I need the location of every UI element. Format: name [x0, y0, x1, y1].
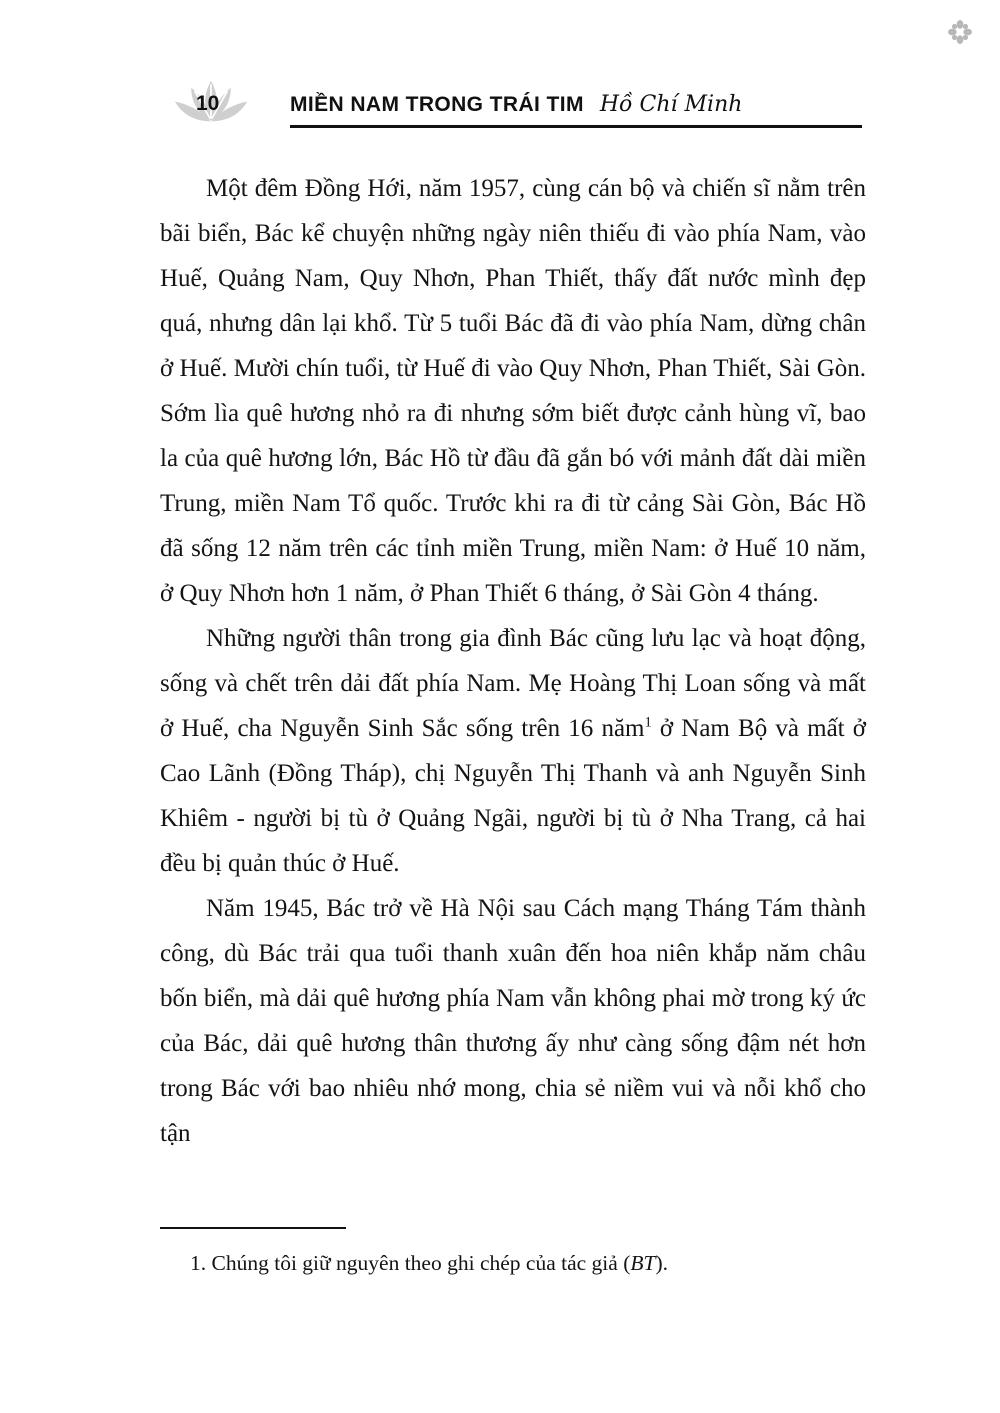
paragraph-2-text: Những người thân trong gia đình Bác cũng lưu lạc và hoạt động, sống và chết trên dải đất phía Nam. Mẹ Hoàng Thị Loan sống và mất ở Huế, cha Nguyễn Sinh Sắc sống trên 16 năm: [160, 625, 866, 742]
paragraph-2: [160, 616, 866, 886]
paragraph-2-text-cont: ở Nam Bộ và mất ở Cao Lãnh (Đồng Tháp), chị Nguyễn Thị Thanh và anh Nguyễn Sinh Khiêm - người bị tù ở Quảng Ngãi, người bị tù ở Nha Trang, cả hai đều bị quản thúc ở Huế.: [160, 715, 866, 877]
body-text: [160, 166, 866, 1156]
footnote-suffix: ).: [655, 1251, 668, 1275]
header-rule: [290, 125, 862, 128]
footnote-italic: BT: [630, 1251, 656, 1275]
paragraph-1: Một đêm Đồng Hới, năm 1957, cùng cán bộ và chiến sĩ nằm trên bãi biển, Bác kể chuyện những ngày niên thiếu đi vào phía Nam, vào Huế, Quảng Nam, Quy Nhơn, Phan Thiết, thấy đất nước mình đẹp quá, nhưng dân lại khổ. Từ 5 tuổi Bác đã đi vào phía Nam, dừng chân ở Huế. Mười chín tuổi, từ Huế đi vào Quy Nhơn, Phan Thiết, Sài Gòn. Sớm lìa quê hương nhỏ ra đi nhưng sớm biết được cảnh hùng vĩ, bao la của quê hương lớn, Bác Hồ từ đầu đã gắn bó với mảnh đất dài miền Trung, miền Nam Tổ quốc. Trước khi ra đi từ cảng Sài Gòn, Bác Hồ đã sống 12 năm trên các tỉnh miền Trung, miền Nam: ở Huế 10 năm, ở Quy Nhơn hơn 1 năm, ở Phan Thiết 6 tháng, ở Sài Gòn 4 tháng.: [160, 175, 866, 607]
running-title: [290, 92, 742, 117]
corner-flower-icon: [948, 20, 972, 44]
running-title-script: Hồ Chí Minh: [599, 92, 743, 117]
page-number: 10: [196, 92, 220, 115]
footnote-reference-mark: 1: [644, 714, 652, 731]
footnote: [160, 1248, 866, 1278]
footnote-text: 1. Chúng tôi giữ nguyên theo ghi chép của tác giả (: [190, 1251, 631, 1275]
footnote-rule: [160, 1227, 346, 1229]
paragraph-3: Năm 1945, Bác trở về Hà Nội sau Cách mạng Tháng Tám thành công, dù Bác trải qua tuổi thanh xuân đến hoa niên khắp năm châu bốn biển, mà dải quê hương phía Nam vẫn không phai mờ trong ký ức của Bác, dải quê hương thân thương ấy như càng sống đậm nét hơn trong Bác với bao nhiêu nhớ mong, chia sẻ niềm vui và nỗi khổ cho tận: [160, 895, 866, 1147]
running-title-main: MIỀN NAM TRONG TRÁI TIM: [290, 93, 584, 116]
page-header: [160, 78, 866, 134]
